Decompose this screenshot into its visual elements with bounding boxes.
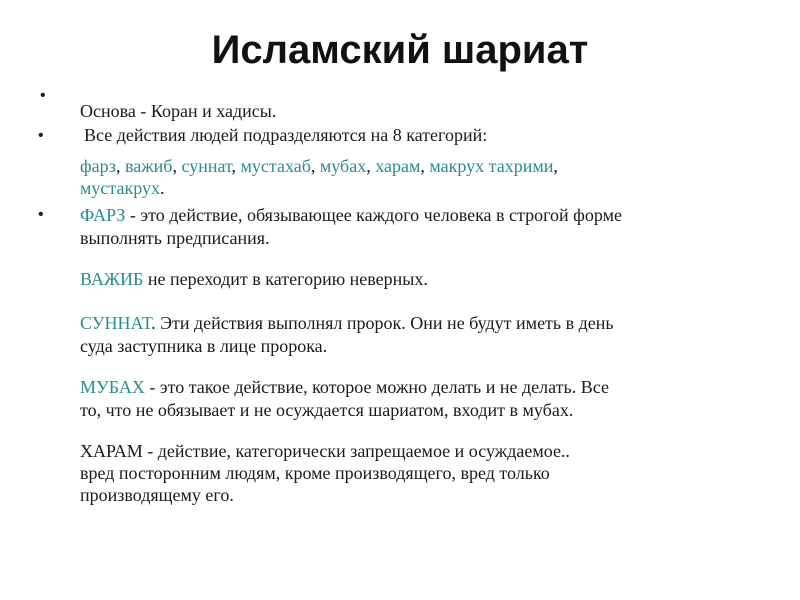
separator: , [420,156,430,176]
vajib-text: не переходит в категорию неверных. [143,269,428,289]
farz-text: - это действие, обязывающее каждого человека в строгой форме [125,205,622,225]
categories-list-line-2 [80,177,164,200]
separator: , [310,156,320,176]
vajib-definition-line [80,268,428,291]
mubah-definition-line-2: то, что не обязывает и не осуждается шариатом, входит в мубах. [80,400,574,420]
term-mubah: МУБАХ [80,377,145,397]
mubah-text: - это такое действие, которое можно делать и не делать. Все [144,377,609,397]
bullet-dot: • [38,127,44,144]
category-vajib: важиб [124,156,173,176]
mubah-definition-line-1 [80,376,609,399]
separator: , [553,156,558,176]
list-end: . [159,178,165,198]
sunnat-definition-line-2: суда заступника в лице пророка. [80,336,328,356]
category-mubah: мубах [319,156,367,176]
bullet-dot: • [40,87,46,104]
sunnat-definition-line-1 [80,312,614,335]
separator: , [115,156,125,176]
basis-line: Основа - Коран и хадисы. [80,101,277,121]
farz-definition-line-1 [80,204,622,227]
sunnat-text: . Эти действия выполнял пророк. Они не будут иметь в день [151,313,614,333]
separator: , [366,156,376,176]
category-farz: фарз [80,156,116,176]
category-mustakruh: мустакрух [80,178,160,198]
separator: , [172,156,182,176]
categories-intro-line: Все действия людей подразделяются на 8 категорий: [84,125,488,145]
haram-definition-line-2: вред посторонним людям, кроме производящего, вред только [80,463,550,483]
term-sunnat: СУННАТ [80,313,152,333]
categories-list-line-1 [80,155,558,178]
slide-title: Исламский шариат [211,28,589,72]
bullet-dot: • [38,206,44,223]
term-farz: ФАРЗ [80,205,126,225]
separator: , [231,156,241,176]
category-haram: харам [375,156,421,176]
category-sunnat: суннат [181,156,232,176]
category-mustahab: мустахаб [240,156,311,176]
haram-definition-line-3: производящему его. [80,485,234,505]
haram-definition-line-1: ХАРАМ - действие, категорически запрещаемое и осуждаемое.. [80,441,570,461]
category-makruh-tahrimi: макрух тахрими [429,156,554,176]
term-vajib: ВАЖИБ [80,269,144,289]
farz-definition-line-2: выполнять предписания. [80,228,270,248]
